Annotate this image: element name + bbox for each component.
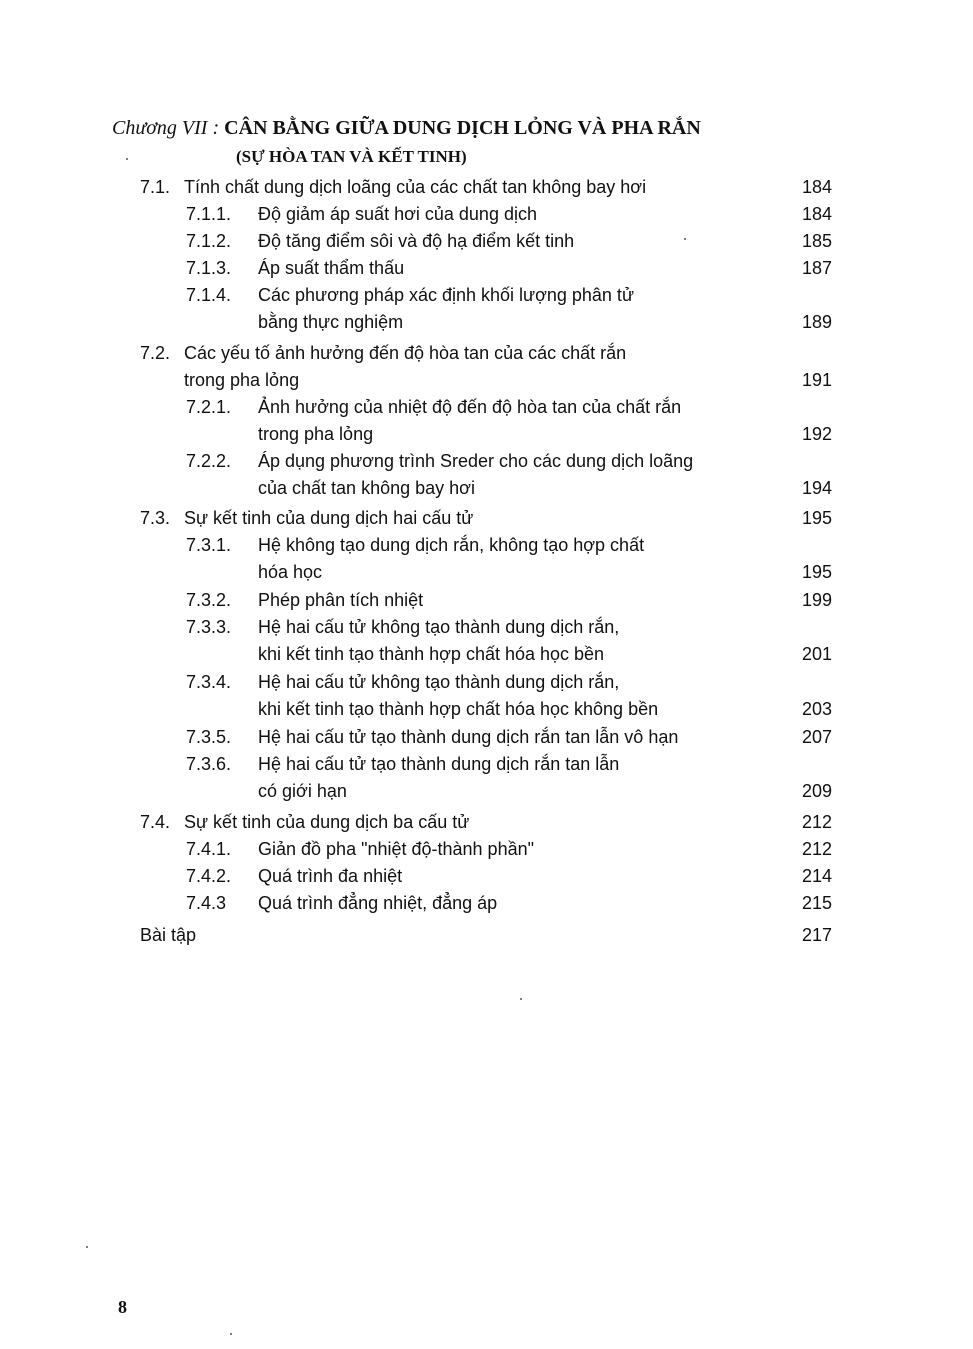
- toc-entry: [0, 923, 780, 947]
- toc-page-number: 207: [801, 727, 832, 747]
- toc-entry: [0, 175, 780, 199]
- toc-entry-title: Ảnh hưởng của nhiệt độ đến độ hòa tan của chất rắn: [258, 397, 682, 417]
- toc-page-number: 195: [801, 508, 832, 528]
- toc-entry-number: 7.1.1.: [186, 204, 232, 224]
- toc-entry-title: hóa học: [258, 562, 323, 582]
- toc-entry-title: Độ tăng điểm sôi và độ hạ điểm kết tinh: [258, 231, 575, 251]
- scan-speck: [126, 158, 128, 160]
- toc-page-number: 212: [801, 812, 832, 832]
- toc-entry-continuation: [0, 368, 780, 392]
- toc-page-number: 209: [801, 781, 832, 801]
- toc-entry-title: Sự kết tinh của dung dịch ba cấu tử: [184, 812, 470, 832]
- toc-entry: [0, 341, 780, 365]
- toc-page-number: 214: [801, 866, 832, 886]
- toc-page-number: 185: [801, 231, 832, 251]
- toc-entry-number: 7.4.2.: [186, 866, 232, 886]
- scan-speck: [86, 1246, 88, 1248]
- toc-entry-title: Các yếu tố ảnh hưởng đến độ hòa tan của các chất rắn: [184, 343, 627, 363]
- toc-page-number: 184: [801, 204, 832, 224]
- toc-entry-title: Quá trình đa nhiệt: [258, 866, 403, 886]
- toc-entry-title: Hệ không tạo dung dịch rắn, không tạo hợp chất: [258, 535, 645, 555]
- toc-entry-title: Sự kết tinh của dung dịch hai cấu tử: [184, 508, 474, 528]
- toc-entry-number: 7.3.4.: [186, 672, 232, 692]
- toc-entry-continuation: [0, 310, 780, 334]
- toc-entry-title: khi kết tinh tạo thành hợp chất hóa học không bền: [258, 699, 659, 719]
- toc-entry-title: Các phương pháp xác định khối lượng phân tử: [258, 285, 634, 305]
- toc-entry-title: bằng thực nghiệm: [258, 312, 404, 332]
- toc-entry-title: Quá trình đẳng nhiệt, đẳng áp: [258, 893, 498, 913]
- toc-entry: [0, 229, 780, 253]
- toc-entry-number: 7.2.1.: [186, 397, 232, 417]
- toc-entry: [0, 670, 780, 694]
- toc-entry-number: 7.1.4.: [186, 285, 232, 305]
- toc-page-number: 184: [801, 177, 832, 197]
- toc-entry-title: Bài tập: [140, 925, 197, 945]
- toc-entry-title: có giới hạn: [258, 781, 347, 801]
- chapter-prefix: Chương VII :: [112, 117, 220, 139]
- toc-entry-number: 7.1.3.: [186, 258, 232, 278]
- toc-entry-title: Tính chất dung dịch loãng của các chất tan không bay hơi: [184, 177, 647, 197]
- toc-entry-number: 7.3.3.: [186, 617, 232, 637]
- toc-entry: [0, 864, 780, 888]
- toc-page-number: 195: [801, 562, 832, 582]
- scan-speck: [520, 998, 522, 1000]
- toc-entry-title: Áp dụng phương trình Sreder cho các dung dịch loãng: [258, 451, 694, 471]
- toc-page-number: 199: [801, 590, 832, 610]
- toc-entry: [0, 588, 780, 612]
- toc-entry-title: trong pha lỏng: [258, 424, 374, 444]
- toc-entry-continuation: [0, 779, 780, 803]
- toc-entry-continuation: [0, 642, 780, 666]
- chapter-subtitle: (SỰ HÒA TAN VÀ KẾT TINH): [236, 147, 467, 166]
- toc-entry-continuation: [0, 560, 780, 584]
- toc-page-number: 187: [801, 258, 832, 278]
- footer-page-number: 8: [118, 1297, 127, 1317]
- toc-entry-number: 7.2.2.: [186, 451, 232, 471]
- toc-entry: [0, 725, 780, 749]
- toc-entry: [0, 752, 780, 776]
- toc-entry-title: Phép phân tích nhiệt: [258, 590, 424, 610]
- toc-entry-number: 7.3.: [140, 508, 171, 528]
- toc-entry-number: 7.3.2.: [186, 590, 232, 610]
- toc-entry-number: 7.3.5.: [186, 727, 232, 747]
- chapter-heading: [112, 116, 701, 140]
- toc-entry-title: Giản đồ pha "nhiệt độ-thành phần": [258, 839, 534, 859]
- toc-page-number: 201: [801, 644, 832, 664]
- toc-entry-continuation: [0, 476, 780, 500]
- toc-page-number: 203: [801, 699, 832, 719]
- chapter-title: CÂN BẰNG GIỮA DUNG DỊCH LỎNG VÀ PHA RẮN: [224, 117, 701, 139]
- toc-entry: [0, 256, 780, 280]
- toc-entry-number: 7.1.: [140, 177, 171, 197]
- toc-entry-continuation: [0, 422, 780, 446]
- toc-entry-number: 7.4.1.: [186, 839, 232, 859]
- toc-entry-title: Hệ hai cấu tử tạo thành dung dịch rắn tan lẫn vô hạn: [258, 727, 679, 747]
- scan-speck: [230, 1333, 232, 1335]
- scan-speck: [684, 238, 686, 240]
- toc-entry: [0, 891, 780, 915]
- toc-entry-title: khi kết tinh tạo thành hợp chất hóa học bền: [258, 644, 605, 664]
- toc-page-number: 217: [801, 925, 832, 945]
- toc-entry-title: Áp suất thẩm thấu: [258, 258, 405, 278]
- toc-entry-continuation: [0, 697, 780, 721]
- toc-page-number: 189: [801, 312, 832, 332]
- toc-entry: [0, 283, 780, 307]
- toc-entry: [0, 395, 780, 419]
- toc-entry-number: 7.2.: [140, 343, 171, 363]
- toc-page-number: 194: [801, 478, 832, 498]
- toc-entry: [0, 506, 780, 530]
- toc-entry: [0, 202, 780, 226]
- toc-page-number: 192: [801, 424, 832, 444]
- toc-page-number: 215: [801, 893, 832, 913]
- toc-entry: [0, 810, 780, 834]
- toc-entry-title: Hệ hai cấu tử không tạo thành dung dịch rắn,: [258, 617, 620, 637]
- toc-entry: [0, 449, 780, 473]
- toc-entry: [0, 837, 780, 861]
- toc-entry-title: của chất tan không bay hơi: [258, 478, 475, 498]
- toc-page-number: 191: [801, 370, 832, 390]
- toc-entry-number: 7.3.1.: [186, 535, 232, 555]
- toc-entry-title: trong pha lỏng: [184, 370, 300, 390]
- toc-entry: [0, 533, 780, 557]
- toc-page-number: 212: [801, 839, 832, 859]
- toc-entry-title: Độ giảm áp suất hơi của dung dịch: [258, 204, 537, 224]
- toc-entry-title: Hệ hai cấu tử tạo thành dung dịch rắn tan lẫn: [258, 754, 620, 774]
- toc-entry-number: 7.1.2.: [186, 231, 232, 251]
- toc-entry-number: 7.4.: [140, 812, 171, 832]
- toc-entry-number: 7.4.3: [186, 893, 227, 913]
- toc-entry: [0, 615, 780, 639]
- toc-entry-number: 7.3.6.: [186, 754, 232, 774]
- toc-entry-title: Hệ hai cấu tử không tạo thành dung dịch rắn,: [258, 672, 620, 692]
